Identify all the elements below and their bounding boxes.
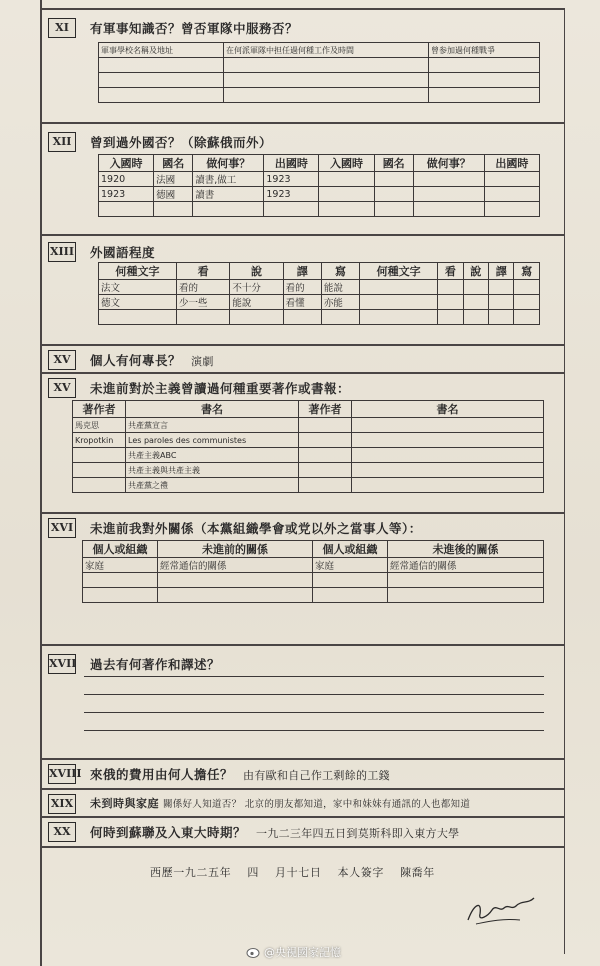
table-header: 說 [230, 263, 283, 280]
section-number: XV [48, 378, 76, 398]
table-cell [319, 172, 374, 187]
military-table [98, 42, 540, 103]
section-question: 外國語程度 [90, 245, 156, 260]
table-row [99, 172, 540, 187]
weibo-icon [246, 945, 260, 959]
table-header: 做何事？ [193, 155, 264, 172]
table-cell [463, 295, 488, 310]
table-cell [388, 573, 544, 588]
table-cell [158, 573, 313, 588]
table-cell [489, 295, 514, 310]
table-cell: 德國 [154, 187, 193, 202]
table-cell [413, 172, 484, 187]
table-cell: 能說 [230, 295, 283, 310]
section-number: XIII [48, 242, 76, 262]
answer-text: 關係好人知道否？ 北京的朋友都知道，家中和妹妹有通訊的人也都知道 [163, 799, 471, 810]
table-row [73, 418, 544, 433]
section-number: XI [48, 18, 76, 38]
table-cell [374, 202, 413, 217]
divider [40, 816, 564, 818]
table-row [83, 573, 544, 588]
table-header: 出國時 [484, 155, 539, 172]
table-header: 書名 [126, 401, 299, 418]
table-cell [463, 280, 488, 295]
table-cell: Les paroles des communistes [126, 433, 299, 448]
relations-table [82, 540, 544, 603]
table-cell: 1920 [99, 172, 154, 187]
month-value: 四 [247, 866, 259, 879]
section-question: 未進前我對外關係（本黨組織學會或党以外之當事人等）： [90, 521, 422, 536]
table-cell [360, 295, 438, 310]
table-cell: 經常通信的關係 [388, 558, 544, 573]
section-number: XV [48, 350, 76, 370]
table-cell [264, 202, 319, 217]
table-cell [463, 310, 488, 325]
table-cell [352, 463, 544, 478]
table-row [99, 263, 540, 280]
table-cell [83, 588, 158, 603]
table-header: 看 [438, 263, 463, 280]
table-row [99, 202, 540, 217]
table-cell [154, 202, 193, 217]
table-header: 入國時 [99, 155, 154, 172]
table-cell: 亦能 [321, 295, 359, 310]
table-cell: 讀書 [193, 187, 264, 202]
table-cell [158, 588, 313, 603]
table-cell: 看的 [283, 280, 321, 295]
table-row [73, 448, 544, 463]
table-cell: 共產主義與共產主義 [126, 463, 299, 478]
table-cell: 看的 [176, 280, 229, 295]
table-row [83, 541, 544, 558]
table-header: 個人或組織 [83, 541, 158, 558]
table-cell [429, 73, 540, 88]
signer-name: 陳喬年 [400, 866, 435, 879]
table-cell: 法文 [99, 280, 177, 295]
date-prefix: 西歷一九二五年 [150, 866, 232, 879]
table-cell [313, 588, 388, 603]
table-cell [484, 202, 539, 217]
table-cell [193, 202, 264, 217]
table-cell [514, 295, 540, 310]
table-cell: 經常通信的關係 [158, 558, 313, 573]
table-header: 做何事？ [413, 155, 484, 172]
table-cell [438, 280, 463, 295]
table-cell [73, 448, 126, 463]
table-cell [224, 73, 429, 88]
table-header: 著作者 [73, 401, 126, 418]
table-cell [299, 433, 352, 448]
table-cell: 共產黨宣言 [126, 418, 299, 433]
abroad-table [98, 154, 540, 217]
table-cell [230, 310, 283, 325]
section-question [90, 795, 470, 811]
table-cell [438, 310, 463, 325]
divider [40, 758, 564, 760]
table-cell: 馬克思 [73, 418, 126, 433]
table-cell [99, 58, 224, 73]
section-number: XVII [48, 654, 76, 674]
writing-line [84, 730, 544, 731]
table-row [73, 401, 544, 418]
table-cell [484, 172, 539, 187]
section-number: XX [48, 822, 76, 842]
section-question [90, 765, 390, 783]
table-cell [73, 463, 126, 478]
table-cell [489, 280, 514, 295]
table-cell [99, 73, 224, 88]
table-cell: Kropotkin [73, 433, 126, 448]
table-cell [352, 448, 544, 463]
section-relations [42, 516, 564, 636]
table-cell [99, 310, 177, 325]
table-row [99, 88, 540, 103]
table-row [99, 280, 540, 295]
divider [40, 344, 564, 346]
language-table [98, 262, 540, 325]
table-cell: 共產主義ABC [126, 448, 299, 463]
writing-line [84, 694, 544, 695]
section-question [90, 823, 459, 841]
table-row [99, 43, 540, 58]
table-row [73, 463, 544, 478]
signature-line [150, 864, 447, 880]
table-cell [99, 88, 224, 103]
section-specialty [42, 348, 564, 372]
table-cell [299, 448, 352, 463]
table-cell: 不十分 [230, 280, 283, 295]
table-header: 譯 [489, 263, 514, 280]
section-number: XIX [48, 794, 76, 814]
watermark-text: @央視國家記憶 [264, 946, 341, 959]
table-header: 說 [463, 263, 488, 280]
table-cell [438, 295, 463, 310]
table-header: 在何派軍隊中担任過何種工作及時間 [224, 43, 429, 58]
table-cell [319, 202, 374, 217]
question-text: 未到時與家庭 [90, 797, 159, 810]
section-question: 未進前對於主義曾讀過何種重要著作或書報： [90, 381, 351, 396]
table-header: 寫 [514, 263, 540, 280]
section-funding [42, 762, 564, 786]
answer-text: 由有歐和自己作工剩餘的工錢 [243, 769, 390, 782]
table-cell [374, 172, 413, 187]
divider [40, 788, 564, 790]
table-row [73, 478, 544, 493]
table-header: 出國時 [264, 155, 319, 172]
section-question: 過去有何著作和譯述？ [90, 657, 221, 672]
section-question: 有軍事知識否？曾否軍隊中服務否？ [90, 21, 299, 36]
table-cell: 家庭 [313, 558, 388, 573]
table-cell [388, 588, 544, 603]
table-cell [299, 463, 352, 478]
section-family [42, 792, 564, 816]
table-row [83, 588, 544, 603]
section-number: XVIII [48, 764, 76, 784]
table-header: 書名 [352, 401, 544, 418]
divider [40, 512, 564, 514]
table-header: 曾参加過何種戰爭 [429, 43, 540, 58]
table-header: 寫 [321, 263, 359, 280]
table-row [73, 433, 544, 448]
question-text: 來俄的費用由何人擔任？ [90, 767, 234, 782]
table-cell [413, 187, 484, 202]
table-header: 何種文字 [360, 263, 438, 280]
table-row [83, 558, 544, 573]
handwritten-signature [462, 890, 542, 930]
divider [40, 644, 564, 646]
section-question [90, 351, 214, 369]
table-header: 國名 [154, 155, 193, 172]
table-header: 何種文字 [99, 263, 177, 280]
answer-text: 演劇 [191, 355, 214, 368]
table-cell [73, 478, 126, 493]
table-cell [429, 58, 540, 73]
table-row [99, 310, 540, 325]
table-cell [283, 310, 321, 325]
table-cell: 1923 [264, 187, 319, 202]
table-cell [176, 310, 229, 325]
table-header: 未進後的關係 [388, 541, 544, 558]
table-cell [224, 58, 429, 73]
writing-line [84, 712, 544, 713]
table-header: 入國時 [319, 155, 374, 172]
table-cell: 讀書,做工 [193, 172, 264, 187]
table-cell: 共產黨之禮 [126, 478, 299, 493]
question-text: 何時到蘇聯及入東大時期？ [90, 825, 247, 840]
divider [40, 8, 564, 10]
table-cell [83, 573, 158, 588]
table-cell: 1923 [99, 187, 154, 202]
table-cell: 少一些 [176, 295, 229, 310]
section-question: 曾到過外國否？（除蘇俄而外） [90, 135, 273, 150]
table-cell [484, 187, 539, 202]
table-cell [374, 187, 413, 202]
table-cell [321, 310, 359, 325]
watermark [246, 944, 341, 960]
table-cell [352, 418, 544, 433]
table-cell [360, 280, 438, 295]
table-row [99, 73, 540, 88]
table-cell: 1923 [264, 172, 319, 187]
section-languages [42, 240, 564, 340]
table-cell: 家庭 [83, 558, 158, 573]
table-cell: 德文 [99, 295, 177, 310]
table-cell [299, 418, 352, 433]
table-cell [99, 202, 154, 217]
table-header: 著作者 [299, 401, 352, 418]
table-cell [352, 433, 544, 448]
divider [40, 234, 564, 236]
signer-label: 本人簽字 [337, 866, 384, 879]
section-writings [42, 650, 564, 750]
table-cell [360, 310, 438, 325]
table-cell: 法國 [154, 172, 193, 187]
table-cell [413, 202, 484, 217]
section-readings [42, 376, 564, 506]
day-label: 月十七日 [275, 866, 322, 879]
table-row [99, 58, 540, 73]
table-cell [319, 187, 374, 202]
table-header: 個人或組織 [313, 541, 388, 558]
table-header: 國名 [374, 155, 413, 172]
table-cell [224, 88, 429, 103]
section-arrival [42, 820, 564, 844]
question-text: 個人有何專長？ [90, 353, 182, 368]
table-header: 譯 [283, 263, 321, 280]
answer-text: 一九二三年四五日到莫斯科即入東方大學 [256, 827, 460, 840]
divider [40, 846, 564, 848]
right-margin-line [564, 8, 565, 954]
reading-table [72, 400, 544, 493]
writing-line [84, 676, 544, 677]
table-cell [313, 573, 388, 588]
table-row [99, 187, 540, 202]
table-header: 未進前的關係 [158, 541, 313, 558]
table-cell [299, 478, 352, 493]
section-number: XII [48, 132, 76, 152]
table-row [99, 155, 540, 172]
section-military [42, 14, 564, 120]
table-cell [514, 310, 540, 325]
section-number: XVI [48, 518, 76, 538]
table-cell [429, 88, 540, 103]
table-cell [514, 280, 540, 295]
table-row [99, 295, 540, 310]
divider [40, 122, 564, 124]
table-cell [489, 310, 514, 325]
table-header: 看 [176, 263, 229, 280]
table-cell: 看懂 [283, 295, 321, 310]
section-abroad [42, 128, 564, 232]
divider [40, 372, 564, 374]
table-cell [352, 478, 544, 493]
table-header: 軍事學校名稱及地址 [99, 43, 224, 58]
table-cell: 能說 [321, 280, 359, 295]
